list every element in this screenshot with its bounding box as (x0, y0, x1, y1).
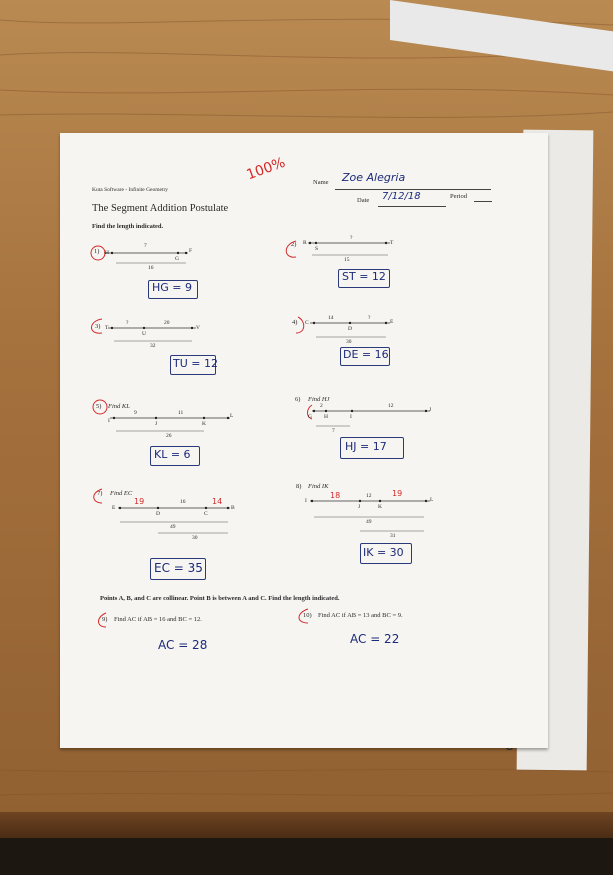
problem-9-text: Find AC if AB = 16 and BC = 12. (114, 616, 202, 623)
problem-6-number: 6) (295, 396, 301, 403)
problem-8-length-a: 12 (366, 493, 372, 499)
problem-5-prompt: Find KL (108, 403, 130, 410)
problem-2-length-a: ? (350, 235, 353, 241)
problem-7-point-d: D (156, 511, 160, 517)
problem-3-point-v: V (196, 325, 200, 331)
problem-1-answer: HG = 9 (152, 281, 193, 294)
problem-7-answer: EC = 35 (154, 561, 203, 575)
worksheet (60, 133, 548, 748)
problem-5-answer: KL = 6 (154, 448, 191, 461)
problem-8-mark-a: 18 (330, 491, 341, 500)
problem-6-length-c: 7 (332, 428, 335, 434)
name-label: Name (313, 179, 329, 186)
problem-7-point-c: C (204, 511, 208, 517)
problem-8-point-j: J (358, 504, 361, 510)
problem-1-point-g: G (175, 256, 179, 262)
problem-3-answer: TU = 12 (173, 357, 218, 370)
date-label: Date (357, 197, 370, 204)
problem-5-point-j: J (155, 421, 158, 427)
problem-7-mark-a: 19 (134, 497, 145, 506)
problem-6-point-h: H (324, 414, 328, 420)
problem-4-point-d: D (348, 326, 352, 332)
problem-4-point-c: C (305, 320, 309, 326)
problem-3-point-t: T (105, 325, 109, 331)
problem-5-length-b: 11 (178, 410, 184, 416)
problem-6-answer: HJ = 17 (345, 440, 387, 453)
problem-5-point-l: L (230, 413, 234, 419)
problem-5-point-k: K (202, 421, 206, 427)
problem-8-answer: IK = 30 (363, 546, 404, 559)
shelf-edge (0, 812, 613, 838)
problem-6-point-i: I (350, 414, 352, 420)
problem-5-length-a: 9 (134, 410, 137, 416)
problem-4-number: 4) (292, 319, 298, 326)
problem-10-text: Find AC if AB = 13 and BC = 9. (318, 612, 403, 619)
instructions: Find the length indicated. (92, 223, 164, 230)
publisher: Kuta Software - Infinite Geometry (92, 187, 169, 193)
problem-7-point-b: B (231, 505, 235, 511)
problem-6-prompt: Find HJ (308, 396, 330, 403)
problem-2-answer: ST = 12 (342, 270, 386, 283)
problem-9-answer: AC = 28 (158, 638, 208, 652)
problem-4-length-b: ? (368, 315, 371, 321)
problem-4-length-c: 30 (346, 339, 352, 345)
problem-5-number: 5) (96, 403, 102, 410)
problem-10-number: 10) (303, 612, 312, 619)
problem-4-answer: DE = 16 (343, 348, 389, 361)
problem-2-number: 2) (291, 241, 297, 248)
period-label: Period (450, 193, 467, 200)
problem-3-length-a: ? (126, 320, 129, 326)
problem-1-number: 1) (94, 248, 100, 255)
problem-8-mark-b: 19 (392, 489, 403, 498)
problem-1-length-a: 7 (144, 243, 147, 249)
problem-8-prompt: Find IK (308, 483, 329, 490)
problem-7-mark-b: 14 (212, 497, 223, 506)
problem-6-point-g: G (308, 414, 312, 420)
problem-1-length-b: 16 (148, 265, 154, 271)
problem-3-length-b: 20 (164, 320, 170, 326)
worksheet-title: The Segment Addition Postulate (92, 203, 229, 214)
problem-2-point-s: S (315, 246, 319, 252)
problem-7-prompt: Find EC (110, 490, 133, 497)
problem-3-number: 3) (95, 323, 101, 330)
problem-2-length-b: 15 (344, 257, 350, 263)
problem-2-point-r: R (303, 240, 307, 246)
period-line (474, 201, 492, 202)
problem-3-point-u: U (142, 331, 146, 337)
problem-6-length-a: 2 (320, 403, 323, 409)
problem-8-length-c: 31 (390, 533, 396, 539)
problem-9-number: 9) (102, 616, 108, 623)
problem-7-length-b: 49 (170, 524, 176, 530)
problem-10-answer: AC = 22 (350, 632, 400, 646)
problem-10-circle (60, 133, 61, 134)
problem-6-point-j: J (429, 407, 432, 413)
date-line (378, 206, 446, 207)
problem-8-point-k: K (378, 504, 382, 510)
problem-6-length-b: 12 (388, 403, 394, 409)
problem-8-length-b: 49 (366, 519, 372, 525)
problem-4-length-a: 14 (328, 315, 334, 321)
problem-8-point-i: I (305, 498, 307, 504)
name-value: Zoe Alegria (342, 171, 406, 184)
problem-7-point-e: E (112, 505, 116, 511)
problem-5-length-c: 26 (166, 433, 172, 439)
problem-3-length-c: 32 (150, 343, 156, 349)
problem-4-point-e: E (390, 319, 394, 325)
date-value: 7/12/18 (382, 191, 421, 202)
collinear-instructions: Points A, B, and C are collinear. Point B is between A and C. Find the length indicated. (100, 595, 340, 602)
score: 100% (244, 154, 288, 184)
name-line (335, 189, 491, 190)
problem-7-length-a: 16 (180, 499, 186, 505)
problem-7-length-c: 30 (192, 535, 198, 541)
problem-1-point-h: H (105, 250, 109, 256)
problem-1-point-f: F (189, 248, 193, 254)
floor-dark (0, 838, 613, 875)
problem-8-point-l: L (430, 497, 434, 503)
problem-8-number: 8) (296, 483, 302, 490)
problem-7-number: 7) (97, 490, 103, 497)
problem-2-point-t: T (390, 240, 394, 246)
problem-5-point-i: I (108, 418, 110, 424)
